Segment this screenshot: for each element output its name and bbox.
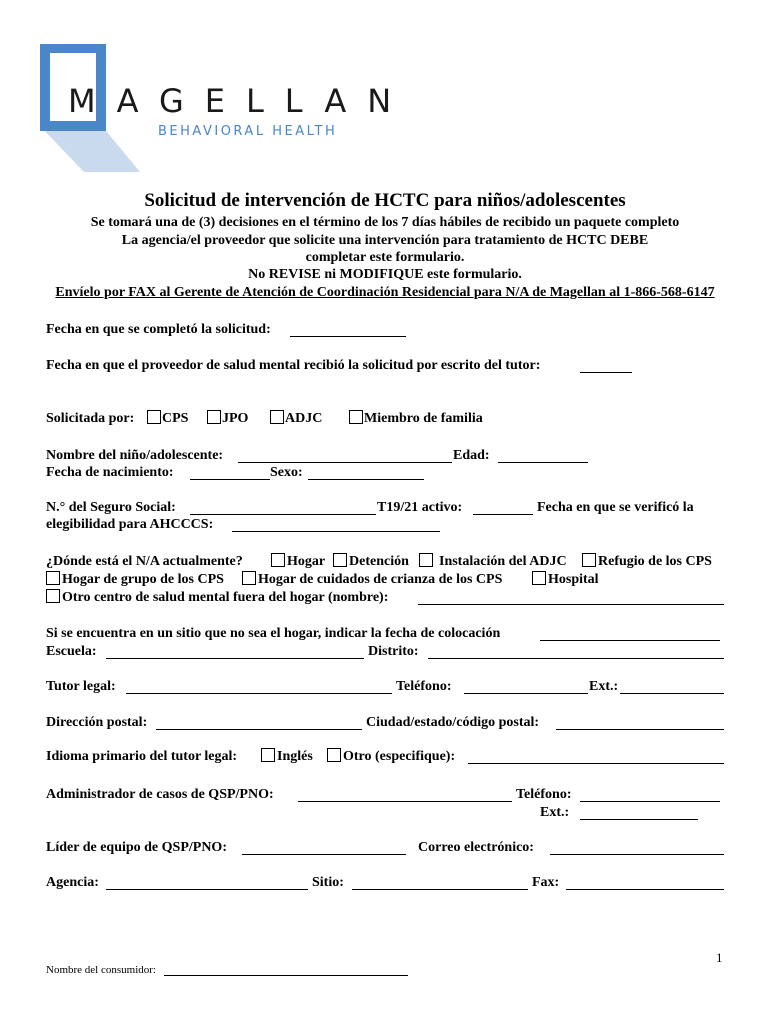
field-otro-centro[interactable] <box>418 604 724 605</box>
field-colocacion[interactable] <box>540 640 720 641</box>
logo <box>40 44 413 174</box>
header-line-2: La agencia/el proveedor que solicite una intervención para tratamiento de HCTC DEBE <box>121 233 649 248</box>
label-detencion: Detención <box>349 554 409 569</box>
checkbox-hospital[interactable] <box>532 571 546 585</box>
checkbox-familia[interactable] <box>349 410 363 424</box>
field-direccion[interactable] <box>156 729 362 730</box>
label-donde: ¿Dónde está el N/A actualmente? <box>46 554 243 569</box>
checkbox-crianza[interactable] <box>242 571 256 585</box>
label-telefono-2: Teléfono: <box>516 787 572 802</box>
header-fax-line: Envíelo por FAX al Gerente de Atención de Coordinación Residencial para N/A de Magellan al 1-866-568-6147 <box>55 285 715 300</box>
field-sexo[interactable] <box>308 479 424 480</box>
field-edad[interactable] <box>498 462 588 463</box>
label-tutor: Tutor legal: <box>46 679 116 694</box>
label-ext: Ext.: <box>589 679 619 694</box>
label-telefono: Teléfono: <box>396 679 452 694</box>
checkbox-jpo[interactable] <box>207 410 221 424</box>
checkbox-instalacion[interactable] <box>419 553 433 567</box>
label-solicitada-por: Solicitada por: <box>46 411 135 426</box>
field-ext-2[interactable] <box>580 819 698 820</box>
label-nacimiento: Fecha de nacimiento: <box>46 465 174 480</box>
field-elegibilidad[interactable] <box>232 531 440 532</box>
label-consumidor: Nombre del consumidor: <box>46 964 156 976</box>
checkbox-hogar[interactable] <box>271 553 285 567</box>
field-consumidor[interactable] <box>164 975 408 976</box>
field-telefono[interactable] <box>464 693 588 694</box>
label-colocacion: Si se encuentra en un sitio que no sea el hogar, indicar la fecha de colocación <box>46 626 501 641</box>
checkbox-adjc[interactable] <box>270 410 284 424</box>
label-idioma: Idioma primario del tutor legal: <box>46 749 238 764</box>
field-t1921[interactable] <box>473 514 533 515</box>
field-distrito[interactable] <box>428 658 724 659</box>
header-line-1: Se tomará una de (3) decisiones en el término de los 7 días hábiles de recibido un paquete completo <box>90 215 680 230</box>
logo-brand: MAGELLAN <box>68 82 413 120</box>
label-otro: Otro (especifique): <box>343 749 456 764</box>
label-administrador: Administrador de casos de QSP/PNO: <box>46 787 274 802</box>
label-sexo: Sexo: <box>270 465 303 480</box>
field-otro-idioma[interactable] <box>468 763 724 764</box>
label-nombre: Nombre del niño/adolescente: <box>46 448 224 463</box>
field-seguro[interactable] <box>190 514 376 515</box>
field-fecha-proveedor[interactable] <box>580 372 632 373</box>
field-fax[interactable] <box>566 889 724 890</box>
label-escuela: Escuela: <box>46 644 97 659</box>
label-cps: CPS <box>162 411 189 426</box>
field-ciudad[interactable] <box>556 729 724 730</box>
field-fecha-completo[interactable] <box>290 336 406 337</box>
label-hospital: Hospital <box>548 572 599 587</box>
label-grupo: Hogar de grupo de los CPS <box>62 572 224 587</box>
label-sitio: Sitio: <box>312 875 344 890</box>
logo-subtitle: BEHAVIORAL HEALTH <box>158 124 338 139</box>
field-tutor[interactable] <box>126 693 392 694</box>
label-correo: Correo electrónico: <box>418 840 534 855</box>
label-familia: Miembro de familia <box>364 411 483 426</box>
field-agencia[interactable] <box>106 889 308 890</box>
checkbox-ingles[interactable] <box>261 748 275 762</box>
label-elegibilidad: elegibilidad para AHCCCS: <box>46 517 214 532</box>
field-ext[interactable] <box>620 693 724 694</box>
field-telefono-2[interactable] <box>580 801 720 802</box>
label-edad: Edad: <box>453 448 490 463</box>
label-seguro: N.° del Seguro Social: <box>46 500 176 515</box>
label-fax: Fax: <box>532 875 560 890</box>
label-direccion: Dirección postal: <box>46 715 148 730</box>
label-otro-centro: Otro centro de salud mental fuera del hogar (nombre): <box>62 590 389 605</box>
label-verifico: Fecha en que se verificó la <box>537 500 694 515</box>
field-nombre[interactable] <box>238 462 452 463</box>
label-jpo: JPO <box>222 411 249 426</box>
checkbox-refugio[interactable] <box>582 553 596 567</box>
header-line-4: No REVISE ni MODIFIQUE este formulario. <box>248 267 522 282</box>
label-distrito: Distrito: <box>368 644 419 659</box>
label-fecha-proveedor: Fecha en que el proveedor de salud mental recibió la solicitud por escrito del tutor: <box>46 358 541 373</box>
label-instalacion: Instalación del ADJC <box>439 554 567 569</box>
field-correo[interactable] <box>550 854 724 855</box>
label-crianza: Hogar de cuidados de crianza de los CPS <box>258 572 503 587</box>
label-fecha-completo: Fecha en que se completó la solicitud: <box>46 322 271 337</box>
label-ingles: Inglés <box>277 749 313 764</box>
label-adjc: ADJC <box>285 411 323 426</box>
label-agencia: Agencia: <box>46 875 99 890</box>
label-t1921: T19/21 activo: <box>377 500 463 515</box>
label-refugio: Refugio de los CPS <box>598 554 712 569</box>
checkbox-otro-centro[interactable] <box>46 589 60 603</box>
field-sitio[interactable] <box>352 889 528 890</box>
field-escuela[interactable] <box>106 658 364 659</box>
label-hogar: Hogar <box>287 554 326 569</box>
field-lider[interactable] <box>242 854 406 855</box>
checkbox-otro[interactable] <box>327 748 341 762</box>
label-lider: Líder de equipo de QSP/PNO: <box>46 840 227 855</box>
field-nacimiento[interactable] <box>190 479 270 480</box>
checkbox-cps[interactable] <box>147 410 161 424</box>
header-line-3: completar este formulario. <box>305 250 465 265</box>
checkbox-detencion[interactable] <box>333 553 347 567</box>
label-ciudad: Ciudad/estado/código postal: <box>366 715 540 730</box>
page-number: 1 <box>716 950 723 965</box>
page-title: Solicitud de intervención de HCTC para niños/adolescentes <box>144 190 626 211</box>
checkbox-grupo[interactable] <box>46 571 60 585</box>
field-administrador[interactable] <box>298 801 512 802</box>
label-ext-2: Ext.: <box>540 805 570 820</box>
